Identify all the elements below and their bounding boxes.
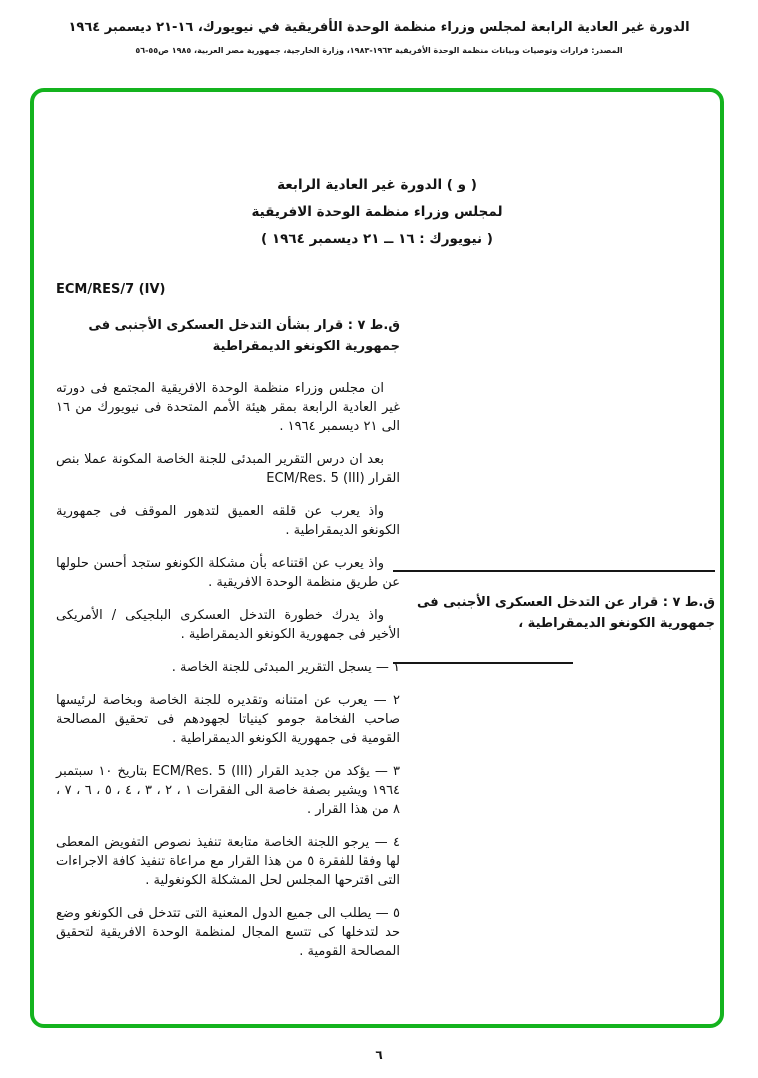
session-title-line-3: ( نيويورك : ١٦ ــ ٢١ ديسمبر ١٩٦٤ ) [261, 231, 493, 247]
margin-note [393, 570, 715, 664]
preamble-paragraph-4: واذ يعرب عن اقتناعه بأن مشكلة الكونغو ستجد أحسن حلولها عن طريق منظمة الوحدة الافريقية . [56, 556, 400, 590]
operative-item-4: ٤ — يرجو اللجنة الخاصة متابعة تنفيذ نصوص التفويض المعطى لها وفقا للفقرة ٥ من هذا القرار مع مراعاة تنفيذ كافة الاجراءات التى اقترحها المجلس لحل المشكلة الكونغولية . [56, 835, 400, 888]
preamble-paragraph-5: واذ يدرك خطورة التدخل العسكرى البلجيكى / الأمريكى الأخير فى جمهورية الكونغو الديمقراطية . [56, 608, 400, 642]
preamble-paragraph-3: واذ يعرب عن قلقه العميق لتدهور الموقف فى جمهورية الكونغو الديمقراطية . [56, 504, 400, 538]
preamble-paragraph-1: ان مجلس وزراء منظمة الوحدة الافريقية المجتمع فى دورته غير العادية الرابعة بمقر هيئة الأمم المتحدة فى نيويورك من ١٦ الى ٢١ ديسمبر ١٩٦٤ . [56, 381, 400, 434]
margin-note-text: ق.ط ٧ : قرار عن التدخل العسكرى الأجنبى فى جمهورية الكونغو الديمقراطية ، [416, 595, 715, 631]
operative-section [56, 658, 400, 961]
session-title-line-2: لمجلس وزراء منظمة الوحدة الافريقية [251, 204, 503, 220]
header-source-line: المصدر: قرارات وتوصيات وبيانات منظمة الوحدة الأفريقية ١٩٦٣-١٩٨٣، وزارة الخارجية، جمهورية مصر العربية، ١٩٨٥ ص٥٥-٥٦ [135, 46, 623, 55]
margin-note-bottom-rule [393, 662, 573, 664]
operative-item-3: ٣ — يؤكد من جديد القرار ECM/Res. 5 (III) بتاريخ ١٠ سبتمبر ١٩٦٤ ويشير بصفة خاصة الى الفقرات ١ ، ٢ ، ٣ ، ٤ ، ٥ ، ٦ ، ٧ ، ٨ من هذا القرار . [56, 764, 401, 817]
preamble-section [56, 379, 400, 644]
operative-item-1: ١ — يسجل التقرير المبدئى للجنة الخاصة . [171, 660, 400, 675]
page-number: ٦ [375, 1048, 383, 1062]
session-title-line-1: ( و ) الدورة غير العادية الرابعة [277, 177, 477, 193]
resolution-title: ق.ط ٧ : قرار بشأن التدخل العسكرى الأجنبى فى جمهورية الكونغو الديمقراطية [88, 318, 400, 354]
session-title-block [34, 172, 720, 253]
margin-note-top-rule [393, 570, 715, 572]
main-text-column [56, 280, 400, 975]
document-header [0, 0, 758, 55]
document-frame [30, 88, 724, 1028]
reference-code: ECM/RES/7 (IV) [56, 282, 166, 297]
operative-item-5: ٥ — يطلب الى جميع الدول المعنية التى تتدخل فى الكونغو وضع حد لتدخلها كى تتسع المجال لمنظمة الوحدة الافريقية لتحقيق المصالحة القومية . [56, 906, 400, 959]
header-title: الدورة غير العادية الرابعة لمجلس وزراء منظمة الوحدة الأفريقية في نيويورك، ١٦-٢١ ديسمبر ١٩٦٤ [68, 20, 690, 35]
preamble-paragraph-2: بعد ان درس التقرير المبدئى للجنة الخاصة المكونة عملا بنص القرار ECM/Res. 5 (III) [56, 452, 400, 486]
operative-item-2: ٢ — يعرب عن امتنانه وتقديره للجنة الخاصة وبخاصة لرئيسها صاحب الفخامة جومو كينياتا لجهودهم فى تحقيق المصالحة القومية فى جمهورية الكونغو الديمقراطية . [56, 693, 400, 746]
